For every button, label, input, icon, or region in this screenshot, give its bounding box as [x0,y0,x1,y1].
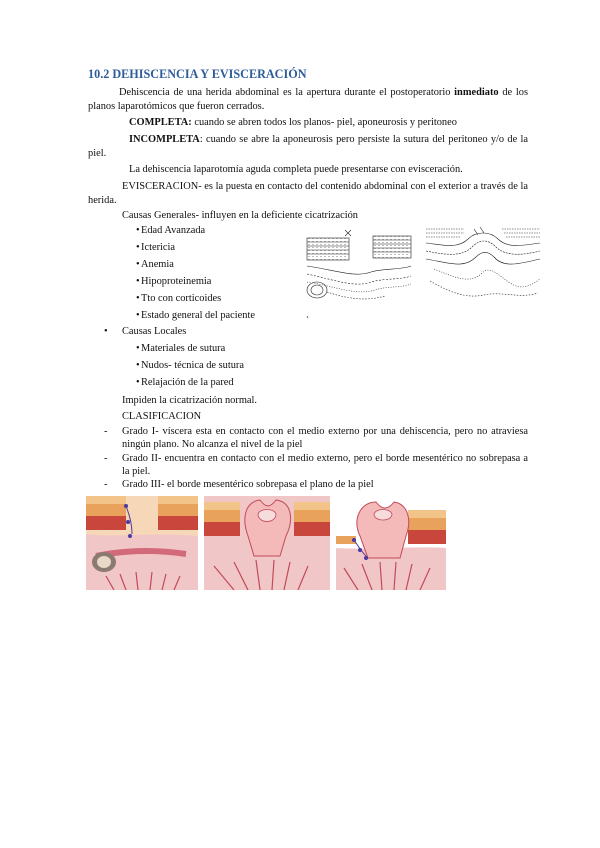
list-item: • Tto con corticoides [141,293,221,304]
causas-generales-heading: Causas Generales- influyen en la deficiente cicatrización [122,210,358,221]
grado-2-illustration [204,496,330,590]
incompleta-label: INCOMPLETA [129,134,200,145]
grado-1-illustration [86,496,198,590]
list-item: • Anemia [141,259,174,270]
list-item: • Ictericia [141,242,175,253]
clasificacion-heading: CLASIFICACION [122,411,202,422]
incompleta-text: : cuando se abre la aponeurosis pero persiste la sutura del peritoneo y/o de la piel. [88,134,528,159]
evisceracion-paragraph: EVISCERACION- es la puesta en contacto del contenido abdominal con el exterior a través de la herida. [88,181,528,206]
dash-icon: - [104,453,108,464]
incompleta-paragraph [88,133,528,161]
evisceration-sketch-right [424,225,542,305]
list-item: • Edad Avanzada [141,225,205,236]
causas-locales-heading [104,326,187,337]
completa-line [129,116,457,130]
list-item: • Estado general del paciente [141,310,255,321]
list-item: • Materiales de sutura [141,343,225,354]
completa-label: COMPLETA: [129,117,192,128]
intro-bold: inmediato [454,87,499,98]
grado-item: Grado III- el borde mesentérico sobrepasa el plano de la piel [122,479,374,490]
intro-text-2: de los planos laparotómicos que fueron cerrados. [88,87,528,112]
list-item: • Nudos- técnica de sutura [141,360,244,371]
intro-paragraph [88,86,528,114]
causas-locales-label: Causas Locales [122,326,187,337]
section-title: 10.2 DEHISCENCIA Y EVISCERACIÓN [88,67,307,81]
grado-item: Grado II- encuentra en contacto con el medio externo, pero el borde mesentérico no sobrepasa a la piel. [122,453,528,477]
grado-item: Grado I- víscera esta en contacto con el medio externo por una dehiscencia, pero no atraviesa ningún plano. No alcanza el nivel de la piel [122,426,528,450]
dash-icon: - [104,479,108,490]
dash-icon: - [104,426,108,437]
dehiscencia-aguda: La dehiscencia laparotomía aguda completa puede presentarse con evisceración. [129,164,463,175]
intro-text-1: Dehiscencia de una herida abdominal es la apertura durante el postoperatorio [119,87,455,98]
grado-3-illustration [336,496,446,590]
dehiscence-sketch-left [305,226,415,322]
completa-text: cuando se abren todos los planos- piel, aponeurosis y peritoneo [191,117,457,128]
bullet-icon: • [104,326,108,337]
list-item: • Relajación de la pared [141,377,234,388]
impiden-text: Impiden la cicatrización normal. [122,395,258,406]
list-item: • Hipoproteinemia [141,276,211,287]
